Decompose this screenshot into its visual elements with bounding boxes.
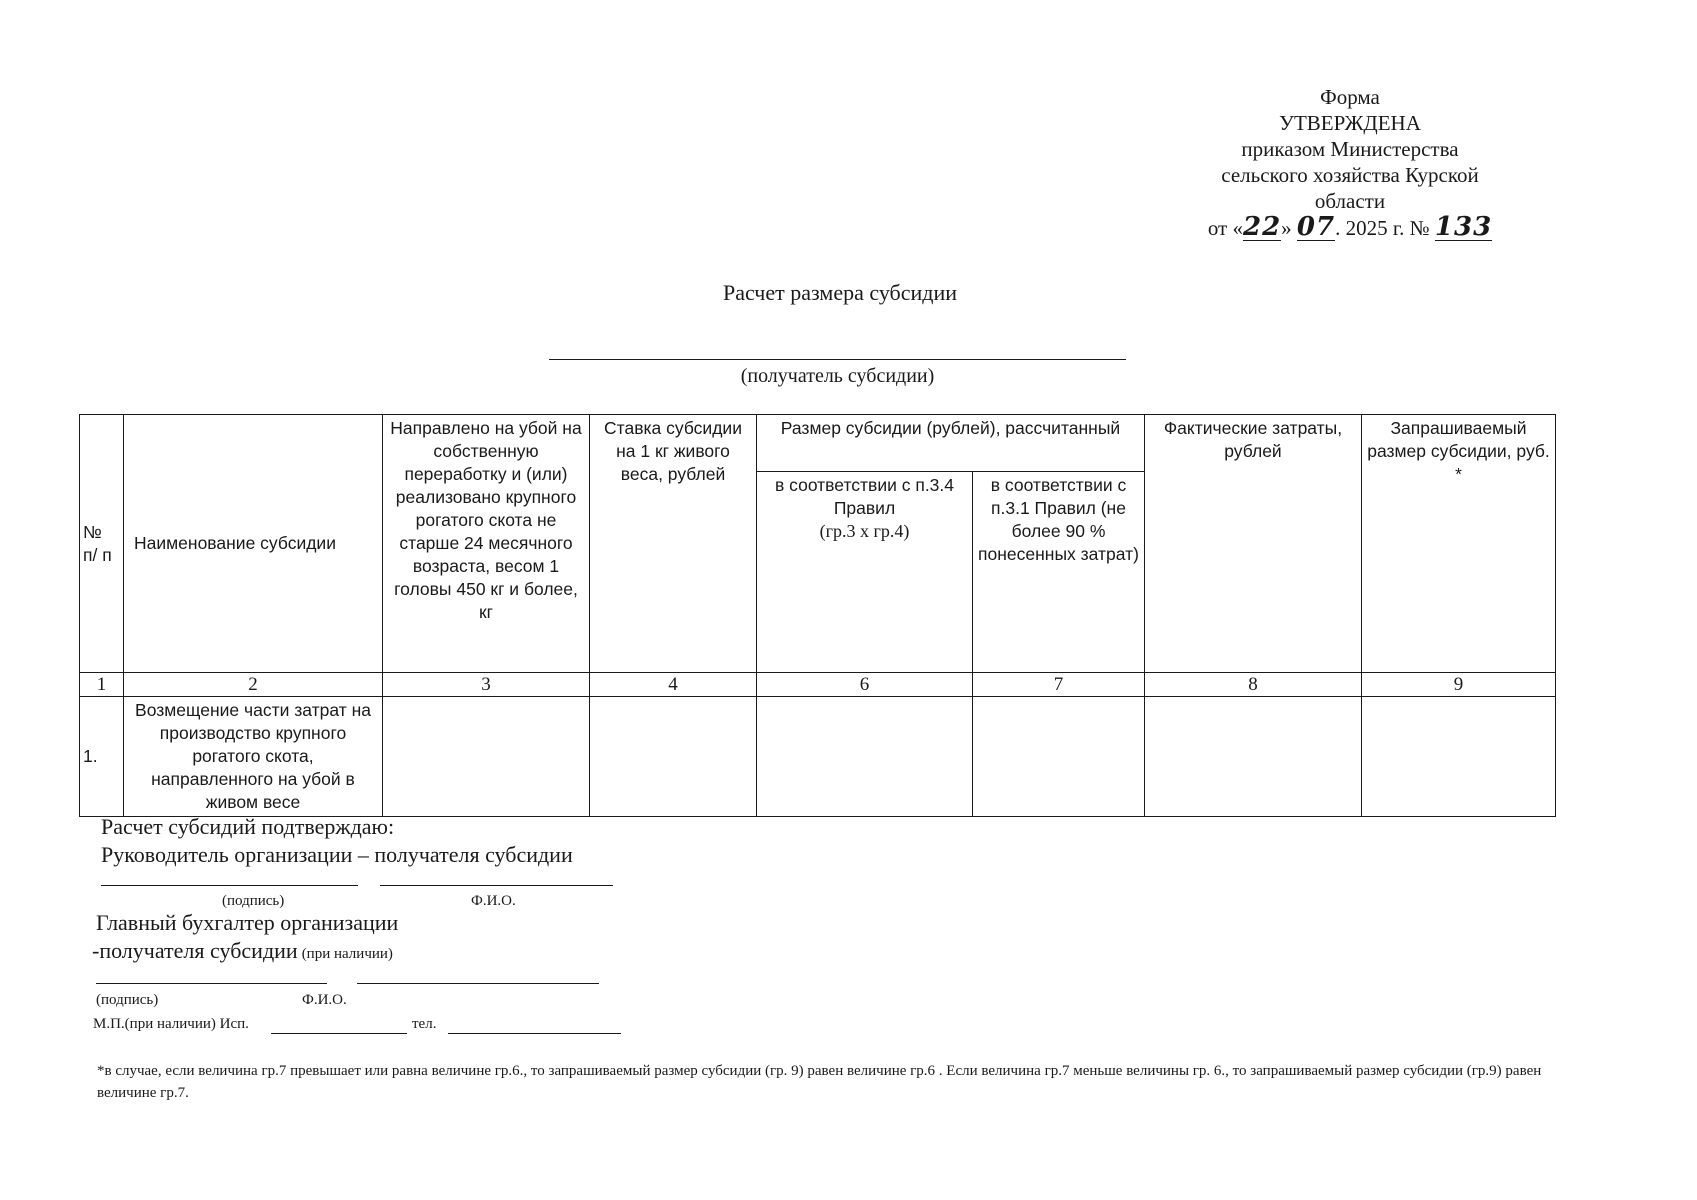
colnum-3: 3 [383,673,590,697]
header-per-rule-3-4-text: в соответствии с п.3.4 Правил [774,475,955,518]
accountant-fio-caption: Ф.И.О. [302,992,347,1008]
footnote: *в случае, если величина гр.7 превышает или равна величине гр.6., то запрашиваемый размер субсидии (гр. 9) равен величине гр.6 . Если величина гр.7 меньше величины гр. 6., то запрашиваемый размер субсидии (гр.9) равен величине гр.7. [97,1063,1542,1101]
cell-per-rule-3-1[interactable] [973,697,1145,817]
colnum-2: 2 [124,673,383,697]
header-per-rule-3-4 [757,472,973,673]
subsidy-calculation-table [79,414,1556,817]
header-actual-costs: Фактические затраты, рублей [1145,415,1362,673]
handwritten-month: 07 [1296,212,1336,242]
phone-line [448,1033,621,1034]
colnum-4: 4 [590,673,757,697]
cell-actual-costs[interactable] [1145,697,1362,817]
cell-per-rule-3-4[interactable] [757,697,973,817]
colnum-1: 1 [80,673,124,697]
header-subsidy-amount-group: Размер субсидии (рублей), рассчитанный [757,415,1145,472]
colnum-8: 8 [1145,673,1362,697]
table-row [80,697,1556,817]
if-any-note: (при наличии) [301,946,393,962]
approved-label: УТВЕРЖДЕНА [1279,111,1421,135]
mp-label: М.П.(при наличии) Исп. [93,1016,249,1032]
approval-order-line: приказом Министерства [1241,137,1459,161]
colnum-7: 7 [973,673,1145,697]
header-number: № п/ п [80,415,124,673]
approval-ministry-line: сельского хозяйства Курской [1221,163,1479,187]
handwritten-order-number: 133 [1434,212,1493,242]
colnum-6: 6 [757,673,973,697]
phone-label: тел. [412,1016,437,1032]
approval-block [1175,84,1525,241]
accountant-signature-line [96,983,327,984]
approval-region-line: области [1314,189,1386,213]
head-label: Руководитель организации – получателя субсидии [101,842,573,867]
accountant-signature-caption: (подпись) [96,992,159,1008]
header-requested-amount: Запрашиваемый размер субсидии, руб. * [1362,415,1556,673]
document-title: Расчет размера субсидии [722,280,958,305]
row-number: 1. [80,697,124,817]
accountant-fio-line [357,983,599,984]
accountant-recipient-line [92,938,393,964]
header-rate-per-kg: Ставка субсидии на 1 кг живого веса, рублей [590,415,757,673]
accountant-label: Главный бухгалтер организации [96,910,399,935]
colnum-9: 9 [1362,673,1556,697]
head-fio-caption: Ф.И.О. [471,893,516,909]
header-subsidy-name: Наименование субсидии [124,415,383,673]
confirm-label: Расчет субсидий подтверждаю: [101,814,395,839]
head-fio-line [380,885,613,886]
row-subsidy-name: Возмещение части затрат на производство крупного рогатого скота, направленного на убой в живом весе [124,697,383,817]
cell-rate-per-kg[interactable] [590,697,757,817]
approval-date-line [1175,214,1525,241]
header-formula: (гр.3 х гр.4) [819,521,910,541]
cell-requested-amount[interactable] [1362,697,1556,817]
date-prefix: от « [1207,216,1243,240]
accountant-recipient-label: -получателя субсидии [92,938,298,963]
header-per-rule-3-1: в соответствии с п.3.1 Правил (не более 90 % понесенных затрат) [973,472,1145,673]
recipient-caption: (получатель субсидии) [740,365,935,387]
form-label: Форма [1320,85,1380,109]
head-signature-caption: (подпись) [222,893,285,909]
cell-slaughtered-kg[interactable] [383,697,590,817]
column-numbers-row [80,673,1556,697]
header-slaughtered-kg: Направлено на убой на собственную переработку и (или) реализовано крупного рогатого скота не старше 24 месячного возраста, весом 1 головы 450 кг и более, кг [383,415,590,673]
date-year: . 2025 г. № [1335,216,1430,240]
header-row-1 [80,415,1556,472]
executor-line [271,1033,407,1034]
head-signature-line [101,885,358,886]
recipient-blank-line [549,359,1126,360]
date-mid: » [1281,216,1292,240]
handwritten-day: 22 [1242,212,1282,242]
